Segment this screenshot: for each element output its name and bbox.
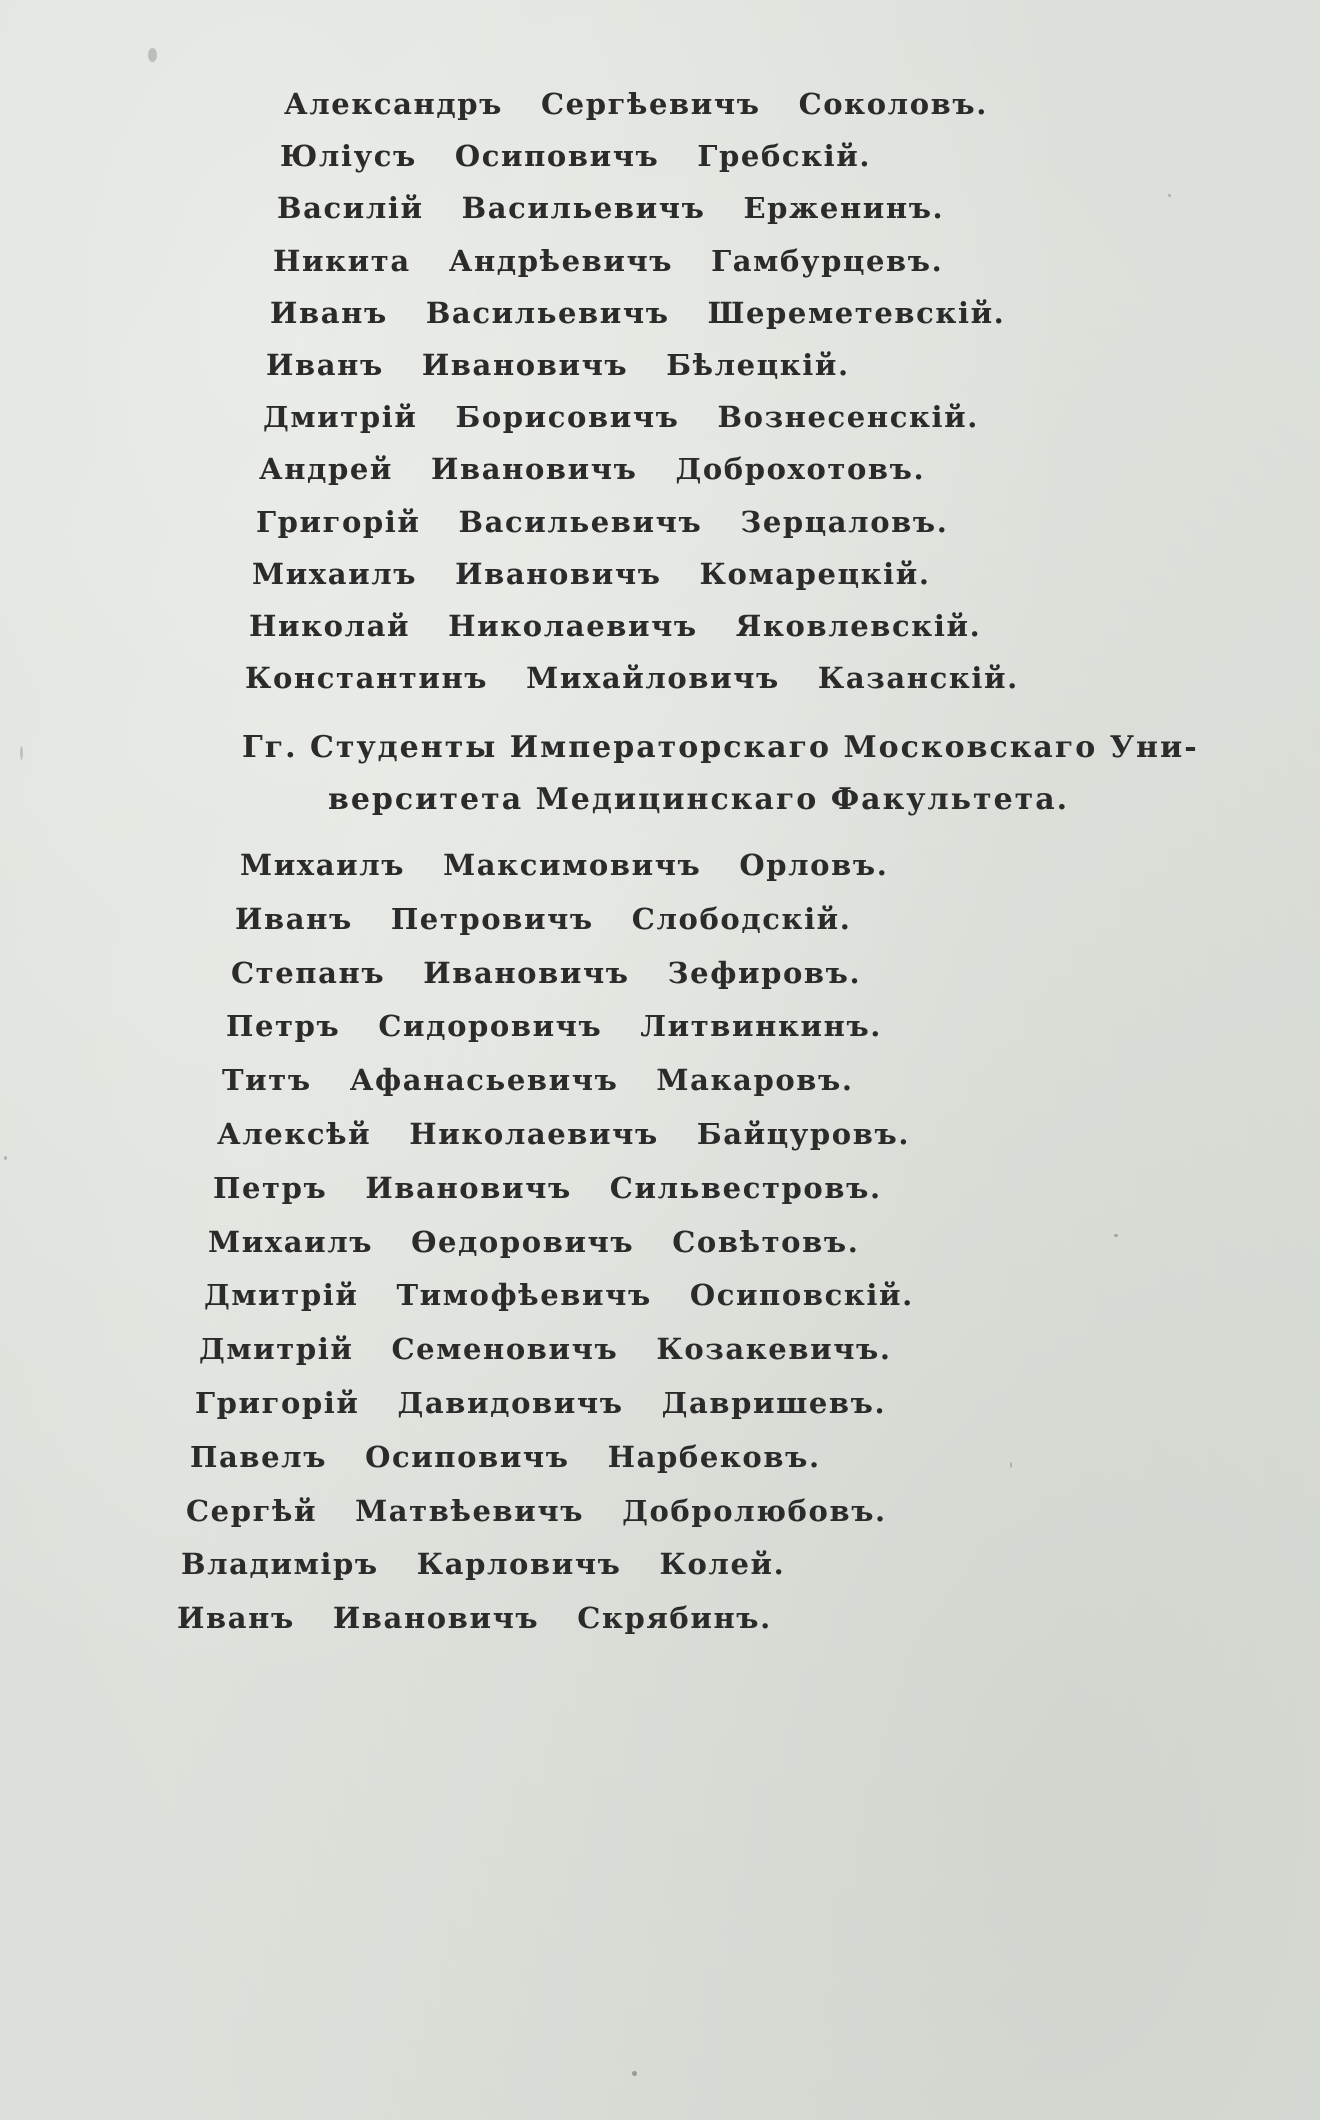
name-entry [222, 1060, 854, 1100]
name-entry [235, 899, 852, 939]
name-entry [208, 1222, 859, 1262]
surname: Доброхотовъ. [675, 452, 926, 486]
patronymic: Афанасьевичъ [349, 1063, 619, 1097]
name-entry [199, 1329, 892, 1369]
patronymic: Николаевичъ [448, 609, 698, 643]
name-entry [284, 84, 988, 124]
first-name: Константинъ [245, 661, 489, 695]
patronymic: Васильевичъ [461, 191, 706, 225]
name-entry [195, 1383, 886, 1423]
first-name: Иванъ [270, 296, 388, 330]
first-name: Петръ [226, 1009, 341, 1043]
surname: Казанскій. [817, 661, 1019, 695]
surname: Шереметевскій. [707, 296, 1006, 330]
section-heading [242, 722, 1302, 826]
patronymic: Васильевичъ [458, 505, 703, 539]
paper-speck [1010, 1462, 1012, 1468]
patronymic: Михайловичъ [526, 661, 780, 695]
first-name: Иванъ [235, 902, 353, 936]
first-name: Николай [249, 609, 411, 643]
name-entry [263, 397, 979, 437]
surname: Гребскій. [697, 139, 872, 173]
name-entry [270, 293, 1005, 333]
paper-speck [20, 746, 23, 760]
name-entry [226, 1006, 882, 1046]
name-entry [266, 345, 850, 385]
first-name: Иванъ [177, 1601, 295, 1635]
surname: Давришевъ. [661, 1386, 887, 1420]
surname: Байцуровъ. [696, 1117, 911, 1151]
name-entry [259, 449, 925, 489]
name-entry [231, 953, 861, 993]
patronymic: Ивановичъ [332, 1601, 540, 1635]
first-name: Павелъ [190, 1440, 328, 1474]
surname: Добролюбовъ. [622, 1494, 887, 1528]
first-name: Андрей [259, 452, 394, 486]
name-entry [217, 1114, 910, 1154]
paper-speck [1114, 1234, 1118, 1237]
name-entry [245, 658, 1019, 698]
first-name: Степанъ [231, 956, 386, 990]
surname: Орловъ. [739, 848, 889, 882]
surname: Сильвестровъ. [609, 1171, 882, 1205]
first-name: Василій [277, 191, 424, 225]
first-name: Григорій [256, 505, 421, 539]
surname: Комарецкій. [699, 557, 931, 591]
first-name: Юліусъ [280, 139, 417, 173]
surname: Осиповскій. [689, 1278, 914, 1312]
first-name: Петръ [213, 1171, 328, 1205]
surname: Слободскій. [631, 902, 852, 936]
surname: Вознесенскій. [717, 400, 979, 434]
first-name: Сергѣй [186, 1494, 318, 1528]
surname: Нарбековъ. [607, 1440, 821, 1474]
patronymic: Ивановичъ [455, 557, 662, 591]
name-entry [213, 1168, 882, 1208]
first-name: Дмитрій [199, 1332, 354, 1366]
surname: Скрябинъ. [577, 1601, 772, 1635]
patronymic: Николаевичъ [409, 1117, 659, 1151]
surname: Макаровъ. [656, 1063, 854, 1097]
section-heading-line-2: верситета Медицинскаго Факультета. [328, 782, 1070, 817]
surname: Совѣтовъ. [672, 1225, 860, 1259]
first-name: Александръ [284, 87, 503, 121]
patronymic: Сергѣевичъ [541, 87, 761, 121]
patronymic: Осиповичъ [454, 139, 660, 173]
name-entry [256, 502, 948, 542]
surname: Ерженинъ. [743, 191, 945, 225]
surname: Гамбурцевъ. [711, 244, 944, 278]
surname: Колей. [659, 1547, 786, 1581]
surname: Козакевичъ. [656, 1332, 892, 1366]
patronymic: Ивановичъ [423, 956, 630, 990]
surname: Зефировъ. [667, 956, 862, 990]
patronymic: Ивановичъ [365, 1171, 572, 1205]
first-name: Алексѣй [217, 1117, 372, 1151]
patronymic: Семеновичъ [391, 1332, 619, 1366]
name-entry [277, 188, 944, 228]
surname: Зерцаловъ. [740, 505, 949, 539]
patronymic: Матвѣевичъ [355, 1494, 585, 1528]
first-name: Михаилъ [208, 1225, 374, 1259]
section-heading-line-1: Гг. Студенты Императорскаго Московскаго Уни- [242, 730, 1199, 765]
patronymic: Осиповичъ [365, 1440, 570, 1474]
patronymic: Максимовичъ [443, 848, 702, 882]
first-name: Иванъ [266, 348, 384, 382]
name-entry [280, 136, 871, 176]
paper-speck [148, 48, 157, 62]
name-entry [252, 554, 931, 594]
first-name: Никита [273, 244, 411, 278]
patronymic: Ѳедоровичъ [411, 1225, 635, 1259]
name-entry [190, 1437, 821, 1477]
surname: Яковлевскій. [735, 609, 982, 643]
name-entry [240, 845, 888, 885]
paper-speck [4, 1156, 7, 1160]
patronymic: Давидовичъ [397, 1386, 624, 1420]
patronymic: Андрѣевичъ [448, 244, 674, 278]
first-name: Дмитрій [263, 400, 418, 434]
surname: Бѣлецкій. [666, 348, 850, 382]
surname: Литвинкинъ. [640, 1009, 882, 1043]
paper-speck [632, 2071, 637, 2076]
name-entry [249, 606, 981, 646]
patronymic: Борисовичъ [455, 400, 680, 434]
first-name: Дмитрій [204, 1278, 359, 1312]
name-entry [204, 1275, 914, 1315]
name-entry [177, 1598, 772, 1638]
first-name: Титъ [222, 1063, 312, 1097]
patronymic: Васильевичъ [425, 296, 670, 330]
first-name: Михаилъ [240, 848, 406, 882]
surname: Соколовъ. [798, 87, 988, 121]
name-entry [273, 241, 943, 281]
first-name: Владиміръ [181, 1547, 379, 1581]
paper-speck [1168, 194, 1171, 197]
patronymic: Петровичъ [390, 902, 594, 936]
name-entry [186, 1491, 887, 1531]
name-entry [181, 1544, 785, 1584]
patronymic: Ивановичъ [421, 348, 629, 382]
patronymic: Ивановичъ [431, 452, 638, 486]
patronymic: Карловичъ [416, 1547, 622, 1581]
patronymic: Сидоровичъ [378, 1009, 603, 1043]
first-name: Григорій [195, 1386, 360, 1420]
patronymic: Тимофѣевичъ [396, 1278, 652, 1312]
first-name: Михаилъ [252, 557, 418, 591]
